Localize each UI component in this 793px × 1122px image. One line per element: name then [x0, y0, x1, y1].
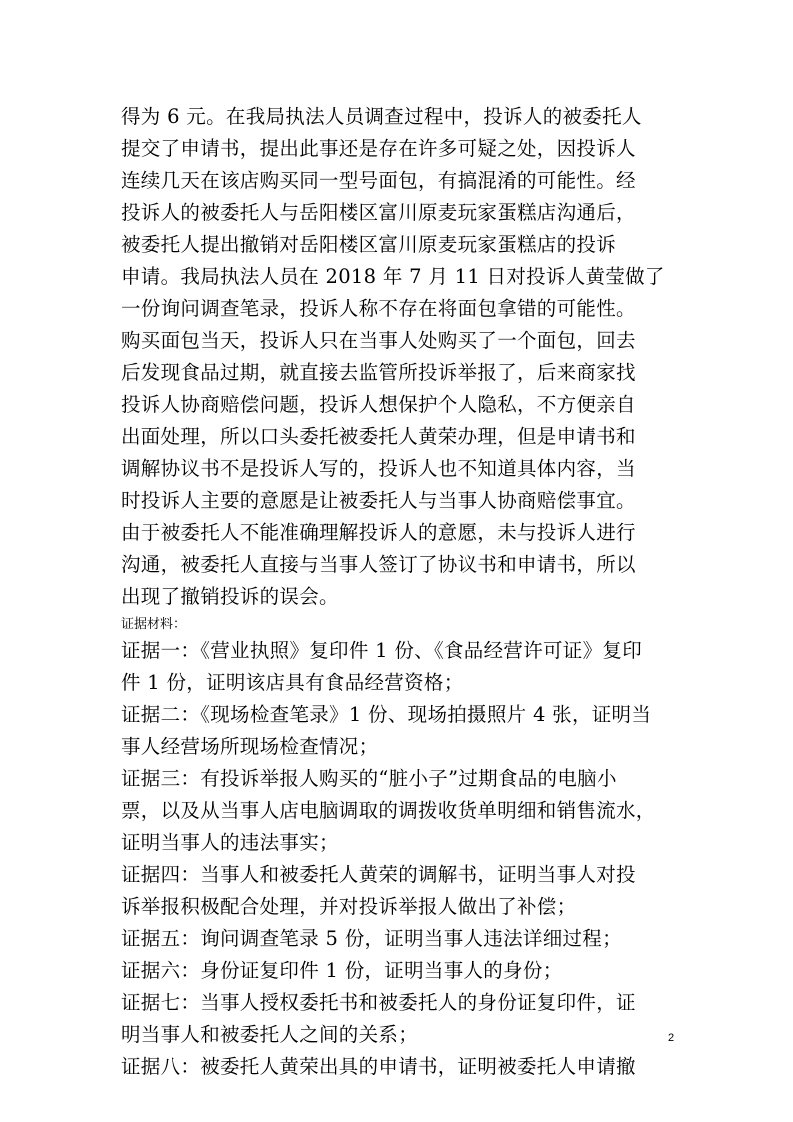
evidence-line: 证据八：被委托人黄荣出具的申请书，证明被委托人申请撤 — [121, 1055, 636, 1078]
page-number: 2 — [668, 1032, 675, 1044]
body-line: 后发现食品过期，就直接去监管所投诉举报了，后来商家找 — [121, 361, 636, 384]
evidence-line: 证据五：询问调查笔录 5 份，证明当事人违法详细过程； — [121, 927, 622, 950]
evidence-line: 证据二：《现场检查笔录》1 份、现场拍摄照片 4 张，证明当 — [121, 703, 652, 726]
body-line: 出面处理，所以口头委托被委托人黄荣办理，但是申请书和 — [121, 425, 636, 448]
body-line: 被委托人提出撤销对岳阳楼区富川原麦玩家蛋糕店的投诉 — [121, 233, 617, 256]
body-line: 购买面包当天，投诉人只在当事人处购买了一个面包，回去 — [121, 329, 636, 352]
evidence-line: 证明当事人的违法事实； — [121, 831, 339, 854]
evidence-line: 件 1 份，证明该店具有食品经营资格； — [121, 671, 464, 694]
body-line: 时投诉人主要的意愿是让被委托人与当事人协商赔偿事宜。 — [121, 489, 636, 512]
evidence-line: 明当事人和被委托人之间的关系； — [121, 1023, 419, 1046]
body-line: 申请。我局执法人员在 2018 年 7 月 11 日对投诉人黄莹做了 — [121, 265, 665, 288]
body-line: 投诉人协商赔偿问题，投诉人想保护个人隐私，不方便亲自 — [121, 393, 636, 416]
evidence-heading: 证据材料： — [121, 617, 187, 632]
body-line: 沟通，被委托人直接与当事人签订了协议书和申请书，所以 — [121, 553, 636, 576]
body-line: 投诉人的被委托人与岳阳楼区富川原麦玩家蛋糕店沟通后， — [121, 201, 636, 224]
evidence-line: 票，以及从当事人店电脑调取的调拨收货单明细和销售流水， — [121, 799, 656, 822]
evidence-line: 证据七：当事人授权委托书和被委托人的身份证复印件，证 — [121, 991, 636, 1014]
body-line: 出现了撤销投诉的误会。 — [121, 585, 339, 608]
evidence-line: 证据一：《营业执照》复印件 1 份、《食品经营许可证》复印 — [121, 639, 643, 662]
body-line: 连续几天在该店购买同一型号面包，有搞混淆的可能性。经 — [121, 169, 636, 192]
body-line: 提交了申请书，提出此事还是存在许多可疑之处，因投诉人 — [121, 137, 636, 160]
evidence-line: 证据三：有投诉举报人购买的“脏小子”过期食品的电脑小 — [121, 767, 617, 790]
body-line: 一份询问调查笔录，投诉人称不存在将面包拿错的可能性。 — [121, 297, 636, 320]
body-line: 调解协议书不是投诉人写的，投诉人也不知道具体内容，当 — [121, 457, 636, 480]
body-line: 得为 6 元。在我局执法人员调查过程中，投诉人的被委托人 — [121, 105, 642, 128]
evidence-line: 证据六：身份证复印件 1 份，证明当事人的身份； — [121, 959, 563, 982]
evidence-line: 证据四：当事人和被委托人黄荣的调解书，证明当事人对投 — [121, 863, 636, 886]
evidence-line: 诉举报积极配合处理，并对投诉举报人做出了补偿； — [121, 895, 577, 918]
evidence-line: 事人经营场所现场检查情况； — [121, 735, 379, 758]
body-line: 由于被委托人不能准确理解投诉人的意愿，未与投诉人进行 — [121, 521, 636, 544]
